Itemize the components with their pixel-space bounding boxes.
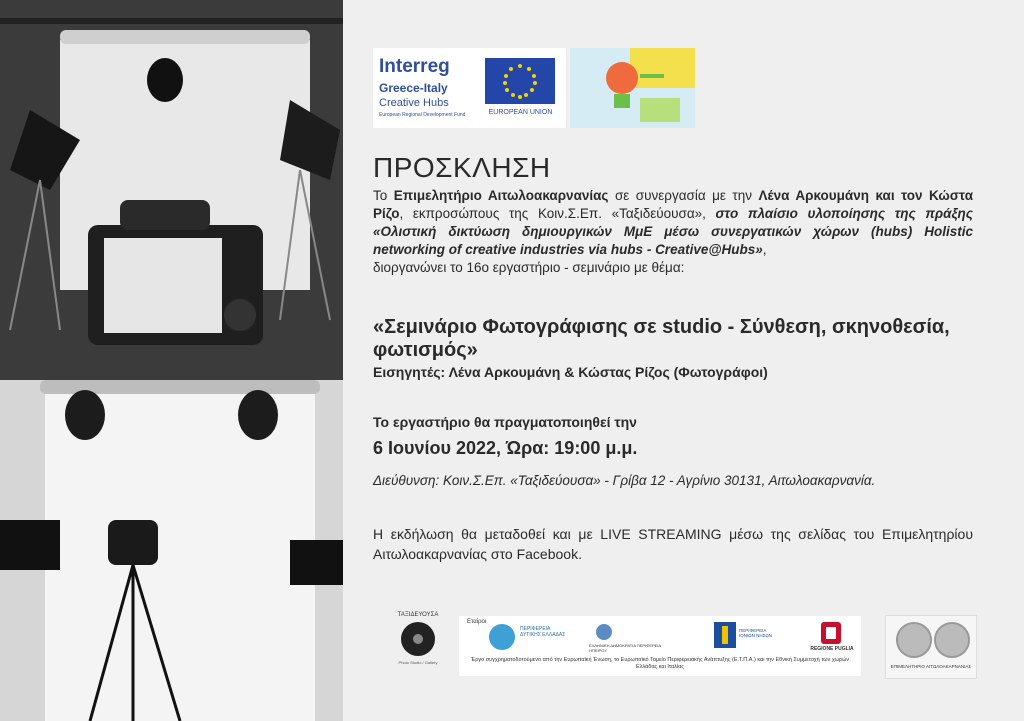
intro-paragraph	[373, 187, 973, 277]
live-streaming-note: Η εκδήλωση θα μεταδοθεί και με LIVE STREAMING μέσω της σελίδας του Επιμελητηρίου Αιτωλοακαρνανίας στο Facebook.	[373, 526, 973, 562]
organizer-name: Επιμελητήριο Αιτωλοακαρνανίας	[393, 188, 609, 203]
chamber-logo	[885, 615, 977, 679]
intro-text-5: διοργανώνει το 16ο εργαστήριο - σεμινάριο με θέμα:	[373, 260, 685, 275]
creative-hubs-logo	[570, 48, 695, 128]
event-date: 6 Ιουνίου 2022, Ώρα: 19:00 μ.μ.	[373, 438, 638, 458]
intro-text-3: , εκπροσώπους της Κοιν.Σ.Επ. «Ταξιδεύουσα»,	[399, 206, 716, 221]
interreg-name: Interreg	[379, 56, 450, 77]
partner-puglia	[807, 622, 857, 652]
seminar-title: «Σεμινάριο Φωτογράφισης σε studio - Σύνθεση, σκηνοθεσία, φωτισμός»	[373, 316, 950, 361]
intro-text-4: ,	[762, 242, 767, 257]
page-title: ΠΡΟΣΚΛΗΣΗ	[373, 152, 551, 183]
partners-label: Εταίροι	[467, 619, 487, 625]
coin-icon	[934, 622, 970, 658]
eu-logo	[482, 55, 559, 121]
partner-western-greece	[487, 622, 567, 652]
partner-2-name: ΕΛΛΗΝΙΚΗ ΔΗΜΟΚΡΑΤΙΑ ΠΕΡΙΦΕΡΕΙΑ ΗΠΕΙΡΟΥ	[589, 643, 661, 653]
cofunding-note: Έργο συγχρηματοδοτούμενο από την Ευρωπαϊκή Ένωση, το Ευρωπαϊκό Ταμείο Περιφερειακής Ανάπτυξης (Ε.Τ.Π.Α.) και την Εθνική Συμμετοχή των χωρών Ελλάδας και Ιταλίας	[470, 657, 850, 670]
interreg-fund: European Regional Development Fund	[379, 112, 466, 118]
photo-studio-illustration	[0, 0, 343, 721]
chamber-caption: ΕΠΙΜΕΛΗΤΗΡΙΟ ΑΙΤΩΛΟΑΚΑΡΝΑΝΙΑΣ	[890, 664, 972, 669]
studio-photo	[0, 0, 343, 721]
interreg-logo	[373, 48, 566, 128]
event-address: Διεύθυνση: Κοιν.Σ.Επ. «Ταξιδεύουσα» - Γρίβα 12 - Αγρίνιο 30131, Αιτωλοακαρνανία.	[373, 473, 876, 488]
taxideuousa-logo	[393, 612, 443, 682]
eu-flag-icon	[485, 58, 555, 104]
partners-box	[459, 616, 861, 676]
speakers: Εισηγητές: Λένα Αρκουμάνη & Κώστας Ρίζος (Φωτογράφοι)	[373, 364, 768, 380]
representatives-names: Λένα Αρκουμάνη και τον Κώστα Ρίζο	[373, 188, 973, 221]
partner-3-name: ΠΕΡΙΦΕΡΕΙΑ ΙΟΝΙΩΝ ΝΗΣΩΝ	[739, 628, 773, 638]
western-greece-icon	[487, 622, 517, 652]
partner-1-name: ΠΕΡΙΦΕΡΕΙΑ ΔΥΤΙΚΗΣ ΕΛΛΑΔΑΣ	[520, 626, 566, 638]
camera-lens-icon	[401, 622, 435, 656]
intro-text-1: Το	[373, 188, 394, 203]
interreg-program: Greece-Italy	[379, 81, 448, 95]
event-intro: Το εργαστήριο θα πραγματοποιηθεί την	[373, 414, 637, 430]
eu-stars-icon	[485, 58, 555, 104]
intro-text-2: σε συνεργασία με την	[608, 188, 759, 203]
org-sub: Photo Studio / Gallery	[398, 660, 438, 665]
partner-ionian	[714, 622, 774, 652]
project-context: στο πλαίσιο υλοποίησης της πράξης «Ολιστική δικτύωση δημιουργικών ΜμΕ μέσω συνεργατικών χώρων (hubs) Holistic networking of creative industries via hubs - Creative@Hubs»	[373, 206, 973, 257]
coin-icon	[896, 622, 932, 658]
lightbulb-icon	[570, 48, 695, 128]
org-name: ΤΑΞΙΔΕΥΟΥΣΑ	[397, 612, 439, 618]
interreg-subtitle: Creative Hubs	[379, 97, 449, 109]
ionian-islands-icon	[714, 622, 736, 648]
greek-emblem-icon	[589, 622, 619, 642]
puglia-crest-icon	[821, 622, 841, 644]
partner-epirus	[589, 622, 669, 652]
logo-strip	[373, 48, 695, 128]
partner-4-name: REGIONE PUGLIA	[810, 646, 854, 652]
eu-caption: EUROPEAN UNION	[488, 109, 553, 116]
